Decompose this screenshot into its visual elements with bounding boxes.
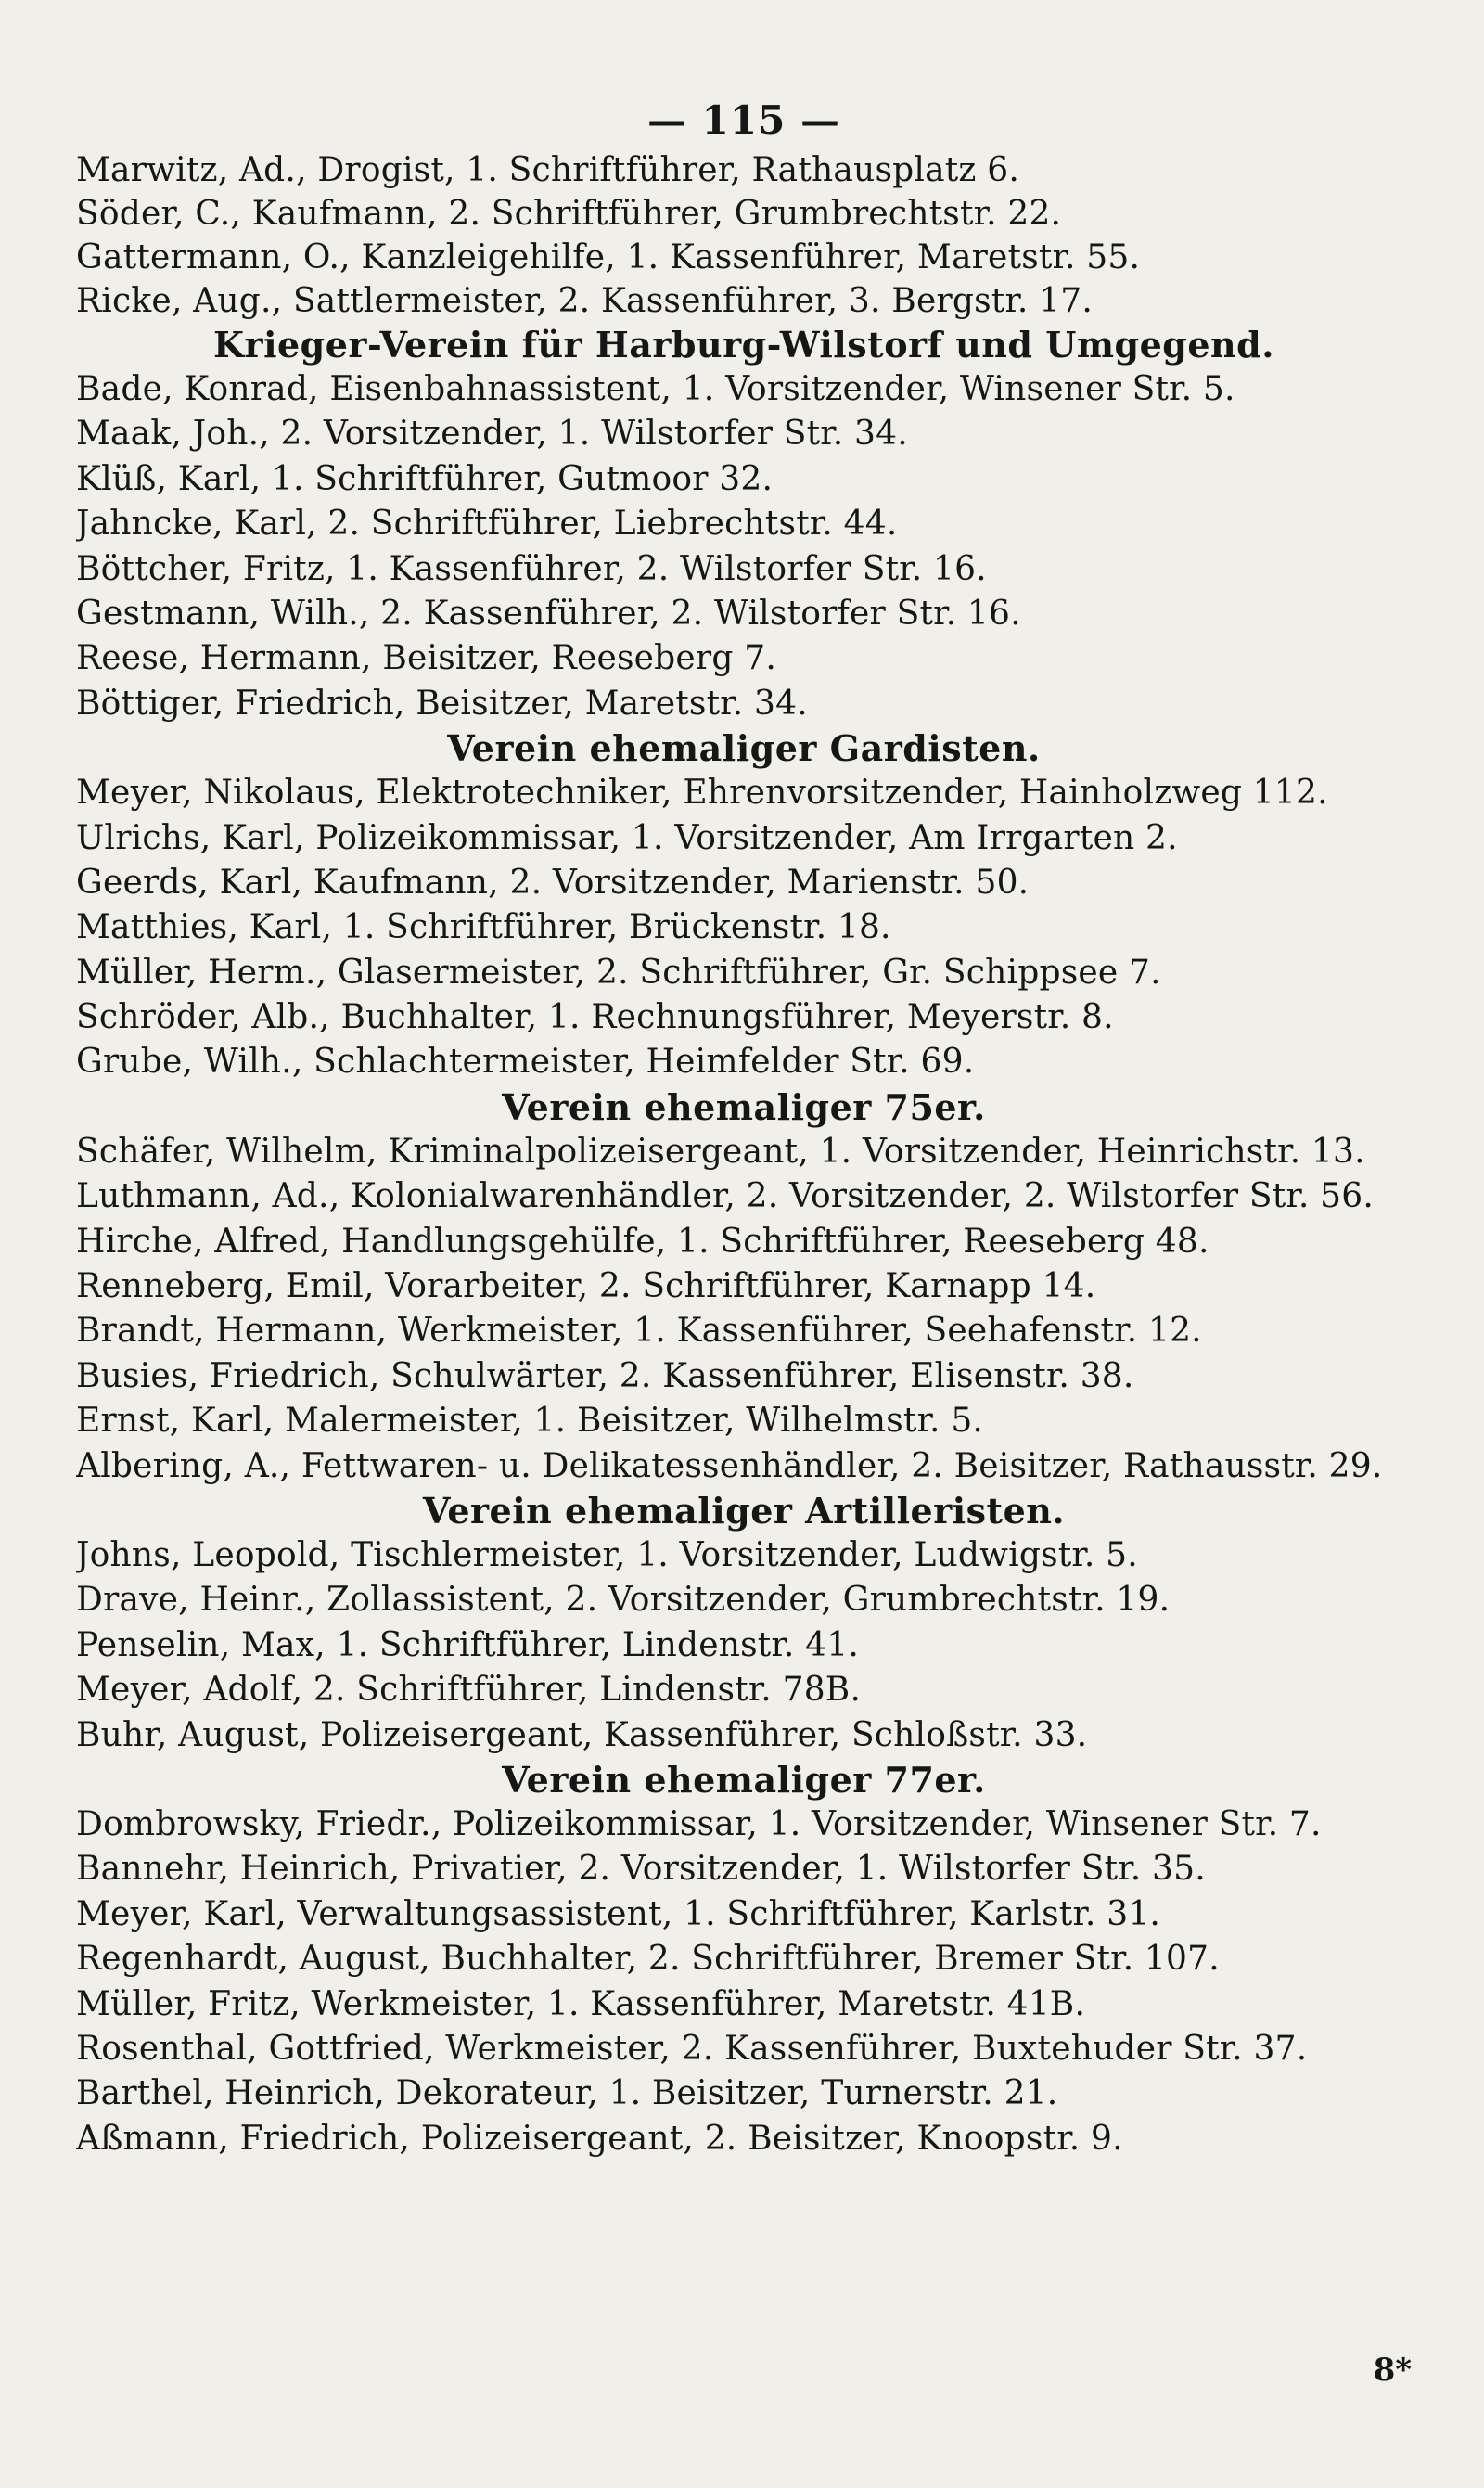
list-item: Luthmann, Ad., Kolonialwarenhändler, 2. Vorsitzender, 2. Wilstorfer Str. 56. bbox=[76, 1177, 1375, 1216]
list-item: Rosenthal, Gottfried, Werkmeister, 2. Kassenführer, Buxtehuder Str. 37. bbox=[76, 2029, 1308, 2068]
list-item: Bade, Konrad, Eisenbahnassistent, 1. Vorsitzender, Winsener Str. 5. bbox=[76, 370, 1235, 408]
section-gardisten bbox=[76, 726, 1412, 1085]
list-item: Müller, Herm., Glasermeister, 2. Schriftführer, Gr. Schippsee 7. bbox=[76, 953, 1161, 992]
list-item: Ernst, Karl, Malermeister, 1. Beisitzer, Wilhelmstr. 5. bbox=[76, 1402, 984, 1441]
list-item: Müller, Fritz, Werkmeister, 1. Kassenführer, Maretstr. 41B. bbox=[76, 1984, 1086, 2023]
list-item: Schäfer, Wilhelm, Kriminalpolizeisergeant, 1. Vorsitzender, Heinrichstr. 13. bbox=[76, 1132, 1365, 1171]
list-item: Ricke, Aug., Sattlermeister, 2. Kassenführer, 3. Bergstr. 17. bbox=[76, 282, 1094, 320]
page-number: — 115 — bbox=[647, 97, 840, 143]
list-item: Bannehr, Heinrich, Privatier, 2. Vorsitzender, 1. Wilstorfer Str. 35. bbox=[76, 1850, 1206, 1889]
signature-mark: 8* bbox=[1373, 2352, 1412, 2389]
list-item: Penselin, Max, 1. Schriftführer, Lindenstr. 41. bbox=[76, 1625, 860, 1664]
list-item: Drave, Heinr., Zollassistent, 2. Vorsitzender, Grumbrechtstr. 19. bbox=[76, 1581, 1171, 1620]
list-item: Söder, C., Kaufmann, 2. Schriftführer, Grumbrechtstr. 22. bbox=[76, 195, 1062, 233]
list-item: Reese, Hermann, Beisitzer, Reeseberg 7. bbox=[76, 639, 776, 678]
list-item: Brandt, Hermann, Werkmeister, 1. Kassenführer, Seehafenstr. 12. bbox=[76, 1312, 1202, 1351]
section-75er bbox=[76, 1085, 1412, 1489]
list-item: Schröder, Alb., Buchhalter, 1. Rechnungsführer, Meyerstr. 8. bbox=[76, 998, 1114, 1037]
list-item: Ulrichs, Karl, Polizeikommissar, 1. Vorsitzender, Am Irrgarten 2. bbox=[76, 818, 1178, 857]
section-artilleristen bbox=[76, 1489, 1412, 1758]
list-item: Dombrowsky, Friedr., Polizeikommissar, 1. Vorsitzender, Winsener Str. 7. bbox=[76, 1804, 1322, 1843]
list-item: Böttiger, Friedrich, Beisitzer, Maretstr. 34. bbox=[76, 684, 808, 723]
list-item: Klüß, Karl, 1. Schriftführer, Gutmoor 32. bbox=[76, 459, 774, 498]
list-item: Jahncke, Karl, 2. Schriftführer, Liebrechtstr. 44. bbox=[76, 505, 898, 544]
list-item: Regenhardt, August, Buchhalter, 2. Schriftführer, Bremer Str. 107. bbox=[76, 1940, 1220, 1979]
section-title: Verein ehemaliger Gardisten. bbox=[447, 727, 1041, 770]
section-title: Verein ehemaliger 77er. bbox=[502, 1758, 986, 1801]
intro-entries bbox=[76, 148, 1412, 323]
list-item: Barthel, Heinrich, Dekorateur, 1. Beisitzer, Turnerstr. 21. bbox=[76, 2074, 1058, 2113]
section-title: Verein ehemaliger 75er. bbox=[502, 1085, 986, 1128]
list-item: Renneberg, Emil, Vorarbeiter, 2. Schriftführer, Karnapp 14. bbox=[76, 1267, 1096, 1306]
list-item: Gestmann, Wilh., 2. Kassenführer, 2. Wilstorfer Str. 16. bbox=[76, 594, 1021, 633]
list-item: Hirche, Alfred, Handlungsgehülfe, 1. Schriftführer, Reeseberg 48. bbox=[76, 1222, 1209, 1261]
list-item: Meyer, Nikolaus, Elektrotechniker, Ehrenvorsitzender, Hainholzweg 112. bbox=[76, 774, 1328, 813]
section-title: Verein ehemaliger Artilleristen. bbox=[422, 1489, 1066, 1532]
list-item: Meyer, Karl, Verwaltungsassistent, 1. Schriftführer, Karlstr. 31. bbox=[76, 1894, 1161, 1933]
section-title: Krieger-Verein für Harburg-Wilstorf und Umgegend. bbox=[213, 324, 1274, 366]
list-item: Böttcher, Fritz, 1. Kassenführer, 2. Wilstorfer Str. 16. bbox=[76, 549, 987, 588]
section-krieger-verein bbox=[76, 323, 1412, 726]
list-item: Johns, Leopold, Tischlermeister, 1. Vorsitzender, Ludwigstr. 5. bbox=[76, 1535, 1138, 1574]
list-item: Buhr, August, Polizeisergeant, Kassenführer, Schloßstr. 33. bbox=[76, 1715, 1088, 1754]
list-item: Maak, Joh., 2. Vorsitzender, 1. Wilstorfer Str. 34. bbox=[76, 415, 908, 454]
list-item: Albering, A., Fettwaren- u. Delikatessenhändler, 2. Beisitzer, Rathausstr. 29. bbox=[76, 1446, 1383, 1485]
list-item: Geerds, Karl, Kaufmann, 2. Vorsitzender, Marienstr. 50. bbox=[76, 863, 1030, 902]
list-item: Gattermann, O., Kanzleigehilfe, 1. Kassenführer, Maretstr. 55. bbox=[76, 238, 1141, 276]
list-item: Grube, Wilh., Schlachtermeister, Heimfelder Str. 69. bbox=[76, 1043, 975, 1082]
section-77er bbox=[76, 1758, 1412, 2161]
list-item: Aßmann, Friedrich, Polizeisergeant, 2. Beisitzer, Knoopstr. 9. bbox=[76, 2119, 1123, 2158]
list-item: Meyer, Adolf, 2. Schriftführer, Lindenstr. 78B. bbox=[76, 1671, 862, 1710]
list-item: Busies, Friedrich, Schulwärter, 2. Kassenführer, Elisenstr. 38. bbox=[76, 1356, 1134, 1395]
list-item: Matthies, Karl, 1. Schriftführer, Brückenstr. 18. bbox=[76, 908, 891, 947]
document-page bbox=[76, 93, 1412, 2161]
list-item: Marwitz, Ad., Drogist, 1. Schriftführer, Rathausplatz 6. bbox=[76, 151, 1019, 189]
